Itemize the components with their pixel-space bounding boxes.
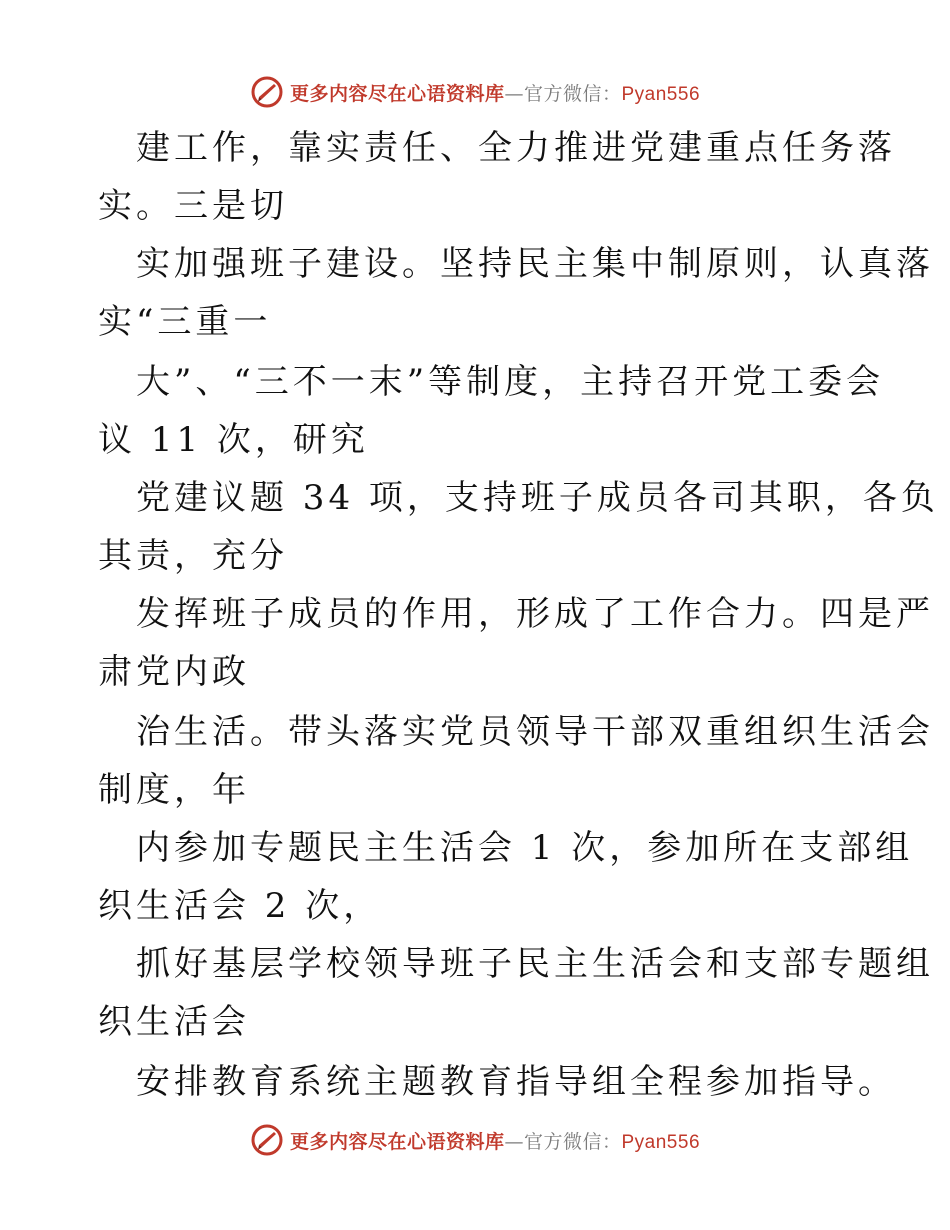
watermark-separator: —	[504, 1130, 524, 1153]
text-line: 抓好基层学校领导班子民主生活会和支部专题组	[136, 944, 934, 984]
footer-watermark	[0, 1120, 950, 1160]
text-line: 实。三是切	[98, 186, 288, 226]
watermark-id: Pyan556	[621, 1131, 701, 1153]
watermark-main: 更多内容尽在心语资料库	[289, 1130, 505, 1153]
text-line: 其责，充分	[98, 536, 288, 576]
text-line: 议 11 次，研究	[98, 420, 369, 460]
watermark-sub: 官方微信：	[523, 1130, 622, 1153]
text-line: 治生活。带头落实党员领导干部双重组织生活会	[136, 712, 934, 752]
text-line: 制度，年	[98, 770, 250, 810]
logo-icon	[250, 1123, 284, 1157]
text-line: 实“三重一	[98, 302, 272, 342]
text-line: 发挥班子成员的作用，形成了工作合力。四是严	[136, 594, 934, 634]
text-line: 建工作，靠实责任、全力推进党建重点任务落	[136, 128, 896, 168]
text-line: 肃党内政	[98, 652, 250, 692]
text-line: 内参加专题民主生活会 1 次，参加所在支部组	[136, 828, 914, 868]
text-line: 党建议题 34 项，支持班子成员各司其职，各负	[136, 478, 939, 518]
text-line: 织生活会 2 次，	[98, 886, 382, 926]
text-line: 织生活会	[98, 1002, 250, 1042]
text-line: 大”、“三不一末”等制度，主持召开党工委会	[136, 362, 885, 402]
watermark-separator: —	[504, 82, 524, 105]
text-line: 实加强班子建设。坚持民主集中制原则，认真落	[136, 244, 934, 284]
watermark-text	[290, 1127, 700, 1154]
watermark-sub: 官方微信：	[523, 82, 622, 105]
text-line: 安排教育系统主题教育指导组全程参加指导。	[136, 1062, 896, 1102]
watermark-main: 更多内容尽在心语资料库	[289, 82, 505, 105]
watermark-id: Pyan556	[621, 83, 701, 105]
